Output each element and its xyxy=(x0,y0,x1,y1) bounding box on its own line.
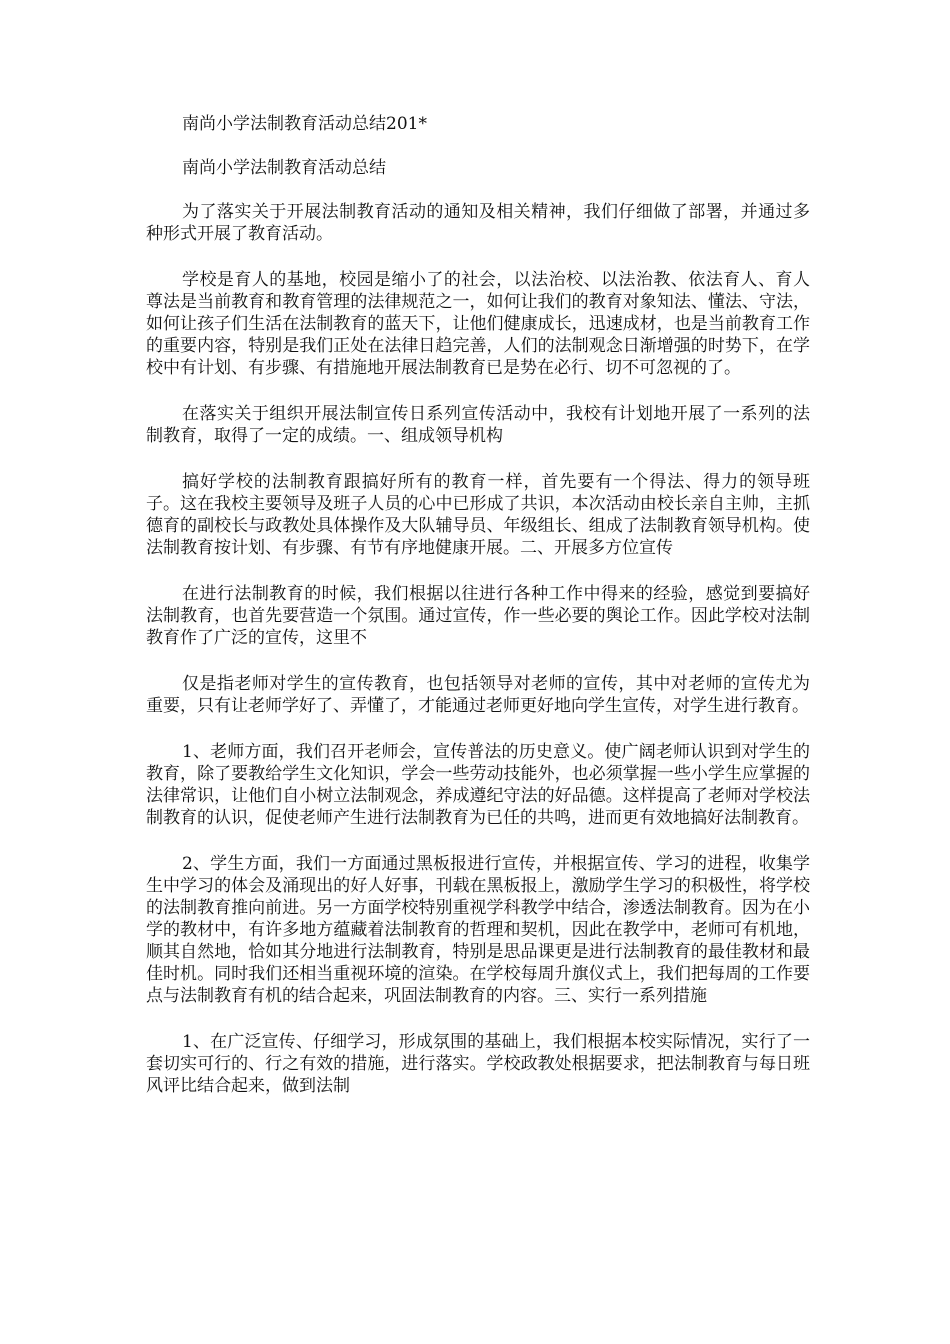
paragraph-publicity: 在进行法制教育的时候，我们根据以往进行各种工作中得来的经验，感觉到要搞好法制教育，也首先要营造一个氛围。通过宣传，作一些必要的舆论工作。因此学校对法制教育作了广泛的宣传，这里不 xyxy=(146,584,810,648)
paragraph-intro: 为了落实关于开展法制教育活动的通知及相关精神，我们仔细做了部署，并通过多种形式开展了教育活动。 xyxy=(146,202,810,244)
document-title: 南尚小学法制教育活动总结201* xyxy=(182,114,427,134)
paragraph-publicity-continued: 仅是指老师对学生的宣传教育，也包括领导对老师的宣传，其中对老师的宣传尤为重要，只有让老师学好了、弄懂了，才能通过老师更好地向学生宣传，对学生进行教育。 xyxy=(146,674,810,716)
paragraph-teachers: 1、老师方面，我们召开老师会，宣传普法的历史意义。使广阔老师认识到对学生的教育，除了要教给学生文化知识，学会一些劳动技能外，也必须掌握一些小学生应掌握的法律常识，让他们自小树立法制观念，养成遵纪守法的好品德。这样提高了老师对学校法制教育的认识，促使老师产生进行法制教育为已任的共鸣，进而更有效地搞好法制教育。 xyxy=(146,742,810,828)
paragraph-activities: 在落实关于组织开展法制宣传日系列宣传活动中，我校有计划地开展了一系列的法制教育，取得了一定的成绩。一、组成领导机构 xyxy=(146,404,810,446)
document-subtitle: 南尚小学法制教育活动总结 xyxy=(182,158,386,178)
paragraph-students: 2、学生方面，我们一方面通过黑板报进行宣传，并根据宣传、学习的进程，收集学生中学习的体会及涌现出的好人好事，刊载在黑板报上，激励学生学习的积极性，将学校的法制教育推向前进。另一方面学校特别重视学科教学中结合，渗透法制教育。因为在小学的教材中，有许多地方蕴藏着法制教育的哲理和契机，因此在教学中，老师可有机地，顺其自然地，恰如其分地进行法制教育，特别是思品课更是进行法制教育的最佳教材和最佳时机。同时我们还相当重视环境的渲染。在学校每周升旗仪式上，我们把每周的工作要点与法制教育有机的结合起来，巩固法制教育的内容。三、实行一系列措施 xyxy=(146,854,810,1006)
document-body xyxy=(146,113,810,1121)
paragraph-measures: 1、在广泛宣传、仔细学习，形成氛围的基础上，我们根据本校实际情况，实行了一套切实可行的、行之有效的措施，进行落实。学校政教处根据要求，把法制教育与每日班风评比结合起来，做到法制 xyxy=(146,1032,810,1096)
paragraph-leadership: 搞好学校的法制教育跟搞好所有的教育一样，首先要有一个得法、得力的领导班子。这在我校主要领导及班子人员的心中已形成了共识，本次活动由校长亲自主帅，主抓德育的副校长与政教处具体操作及大队辅导员、年级组长、组成了法制教育领导机构。使法制教育按计划、有步骤、有节有序地健康开展。二、开展多方位宣传 xyxy=(146,472,810,558)
paragraph-school-role: 学校是育人的基地，校园是缩小了的社会，以法治校、以法治教、依法育人、育人尊法是当前教育和教育管理的法律规范之一，如何让我们的教育对象知法、懂法、守法，如何让孩子们生活在法制教育的蓝天下，让他们健康成长，迅速成材，也是当前教育工作的重要内容，特别是我们正处在法律日趋完善，人们的法制观念日渐增强的时势下，在学校中有计划、有步骤、有措施地开展法制教育已是势在必行、切不可忽视的了。 xyxy=(146,270,810,378)
